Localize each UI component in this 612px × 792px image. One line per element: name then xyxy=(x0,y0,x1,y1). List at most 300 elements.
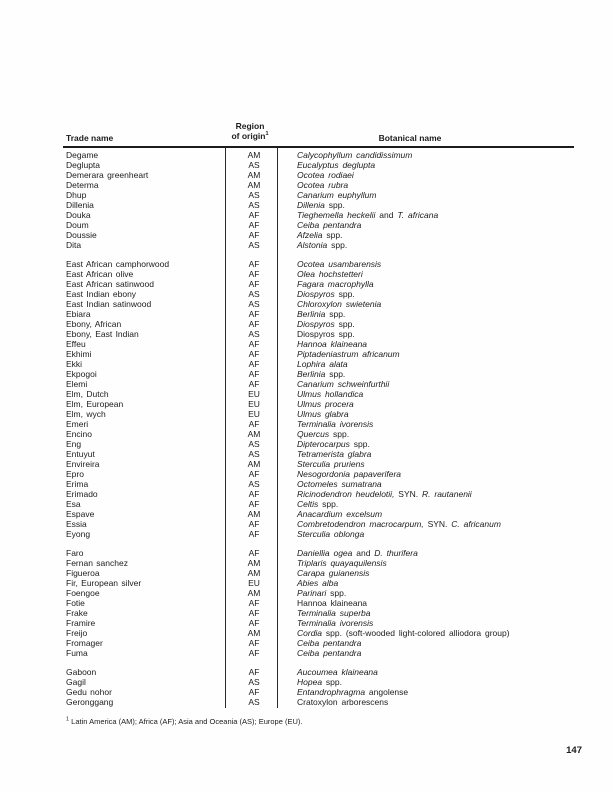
region-code-cell: AF xyxy=(248,638,260,648)
table-row xyxy=(63,170,574,180)
botanical-name-segment: spp. xyxy=(325,369,346,379)
botanical-name-segment: Olea hochstetteri xyxy=(297,269,363,279)
botanical-name-cell xyxy=(280,289,574,299)
botanical-name-segment: Alstonia xyxy=(297,240,328,250)
column-header-trade-name: Trade name xyxy=(66,133,114,143)
trade-name-cell: Eyong xyxy=(66,529,91,539)
botanical-name-segment: D. thurifera xyxy=(374,548,418,558)
botanical-name-segment: Piptadeniastrum africanum xyxy=(297,349,400,359)
botanical-name-segment: Entandrophragma xyxy=(297,687,366,697)
botanical-name-segment: Nesogordonia papaverifera xyxy=(297,469,402,479)
table-row xyxy=(63,469,574,479)
region-code-cell: EU xyxy=(248,389,260,399)
region-code-cell: AF xyxy=(248,379,260,389)
trade-name-cell: Eng xyxy=(66,439,82,449)
trade-name-cell: Elemi xyxy=(66,379,88,389)
trade-name-cell: Dhup xyxy=(66,190,87,200)
table-row xyxy=(63,677,574,687)
table-row xyxy=(63,529,574,539)
table-row xyxy=(63,697,574,707)
trade-name-cell: Doum xyxy=(66,220,89,230)
trade-name-cell: Deglupta xyxy=(66,160,101,170)
botanical-name-cell xyxy=(280,359,574,369)
column-header-botanical-name: Botanical name xyxy=(378,133,442,143)
table-row xyxy=(63,259,574,269)
trade-name-cell: Fuma xyxy=(66,648,88,658)
botanical-name-cell xyxy=(280,479,574,489)
region-code-cell: AM xyxy=(247,509,261,519)
botanical-name-segment: Eucalyptus deglupta xyxy=(297,160,376,170)
trade-name-cell: Geronggang xyxy=(66,697,114,707)
region-code-cell: AM xyxy=(247,628,261,638)
table-body xyxy=(63,150,574,707)
trade-name-cell: Fotie xyxy=(66,598,85,608)
region-code-cell: AF xyxy=(248,309,260,319)
botanical-name-cell xyxy=(280,349,574,359)
region-code-cell: AS xyxy=(248,479,260,489)
botanical-name-cell xyxy=(280,558,574,568)
table-row xyxy=(63,588,574,598)
region-code-cell: AF xyxy=(248,667,260,677)
region-code-cell: EU xyxy=(248,409,260,419)
table-row xyxy=(63,160,574,170)
table-row xyxy=(63,339,574,349)
botanical-name-segment: spp. xyxy=(322,677,342,687)
botanical-name-cell xyxy=(280,409,574,419)
botanical-name-cell xyxy=(280,379,574,389)
trade-name-cell: Gaboon xyxy=(66,667,97,677)
botanical-name-segment: Cratoxylon arborescens xyxy=(297,697,389,707)
table-row xyxy=(63,558,574,568)
footnote-reference-mark: 1 xyxy=(265,131,269,138)
table-row xyxy=(63,648,574,658)
botanical-name-cell xyxy=(280,499,574,509)
botanical-name-segment: Quercus xyxy=(297,429,330,439)
botanical-name-cell xyxy=(280,598,574,608)
region-code-cell: AS xyxy=(248,240,260,250)
table-row xyxy=(63,429,574,439)
botanical-name-segment: Berlinia xyxy=(297,309,326,319)
region-code-cell: AF xyxy=(248,259,260,269)
table-row xyxy=(63,419,574,429)
botanical-name-segment: Canarium schweinfurthii xyxy=(297,379,390,389)
botanical-name-segment: spp. xyxy=(318,499,339,509)
botanical-name-cell xyxy=(280,319,574,329)
botanical-name-cell xyxy=(280,200,574,210)
botanical-name-cell xyxy=(280,299,574,309)
botanical-name-segment: Diospyros spp. xyxy=(297,329,355,339)
botanical-name-cell xyxy=(280,389,574,399)
region-code-cell: AM xyxy=(247,459,261,469)
botanical-name-cell xyxy=(280,459,574,469)
trade-name-cell: Fernan sanchez xyxy=(66,558,128,568)
table-row xyxy=(63,279,574,289)
table-row xyxy=(63,687,574,697)
botanical-name-cell xyxy=(280,628,574,638)
table-row xyxy=(63,638,574,648)
botanical-name-cell xyxy=(280,210,574,220)
region-code-cell: AF xyxy=(248,499,260,509)
botanical-name-cell xyxy=(280,519,574,529)
trade-name-cell: Elm, Dutch xyxy=(66,389,109,399)
table-row xyxy=(63,479,574,489)
botanical-name-segment: spp. xyxy=(329,429,350,439)
botanical-name-segment: Ocotea rodiaei xyxy=(297,170,354,180)
botanical-name-segment: Tieghemella heckelii xyxy=(297,210,376,220)
region-code-cell: AS xyxy=(248,439,260,449)
botanical-name-segment: Ceiba pentandra xyxy=(297,220,362,230)
trade-name-cell: Epro xyxy=(66,469,84,479)
region-code-cell: AF xyxy=(248,339,260,349)
botanical-name-segment: Daniellia ogea xyxy=(297,548,353,558)
table-row xyxy=(63,230,574,240)
region-code-cell: AM xyxy=(247,429,261,439)
region-code-cell: AF xyxy=(248,608,260,618)
botanical-name-segment: Carapa guianensis xyxy=(297,568,370,578)
botanical-name-cell xyxy=(280,429,574,439)
group-spacer xyxy=(63,250,574,259)
table-row xyxy=(63,319,574,329)
botanical-name-cell xyxy=(280,230,574,240)
botanical-name-cell xyxy=(280,170,574,180)
region-code-cell: AF xyxy=(248,210,260,220)
botanical-name-segment: Hannoa klaineana xyxy=(297,339,368,349)
botanical-name-segment: Cordia xyxy=(297,628,323,638)
table-row xyxy=(63,289,574,299)
trade-name-cell: Espave xyxy=(66,509,95,519)
botanical-name-cell xyxy=(280,469,574,479)
trade-name-cell: Fromager xyxy=(66,638,103,648)
region-code-cell: AM xyxy=(247,180,261,190)
table-row xyxy=(63,369,574,379)
trade-name-cell: Ebony, African xyxy=(66,319,122,329)
botanical-name-cell xyxy=(280,449,574,459)
trade-name-cell: Douka xyxy=(66,210,91,220)
botanical-name-cell xyxy=(280,687,574,697)
trade-name-cell: Encino xyxy=(66,429,92,439)
trade-name-cell: Demerara greenheart xyxy=(66,170,149,180)
botanical-name-segment: Calycophyllum candidissimum xyxy=(297,150,413,160)
botanical-name-segment: spp. xyxy=(324,200,345,210)
botanical-name-segment: Dipterocarpus xyxy=(297,439,350,449)
botanical-name-segment: Ceiba pentandra xyxy=(297,648,362,658)
botanical-name-cell xyxy=(280,608,574,618)
region-code-cell: AM xyxy=(247,588,261,598)
botanical-name-segment: and xyxy=(352,548,375,558)
trade-name-cell: Ebony, East Indian xyxy=(66,329,139,339)
page-number: 147 xyxy=(566,745,582,756)
trade-name-cell: Fir, European silver xyxy=(66,578,142,588)
botanical-name-cell xyxy=(280,667,574,677)
table-row xyxy=(63,349,574,359)
table-row xyxy=(63,608,574,618)
trade-name-cell: Elm, wych xyxy=(66,409,106,419)
botanical-name-segment: Parinari xyxy=(297,588,327,598)
botanical-name-segment: Ulmus hollandica xyxy=(297,389,364,399)
botanical-name-cell xyxy=(280,489,574,499)
botanical-name-segment: spp. (soft-wooded light-colored alliodora group) xyxy=(322,628,510,638)
trade-name-cell: Faro xyxy=(66,548,84,558)
region-code-cell: AS xyxy=(248,449,260,459)
region-code-cell: AS xyxy=(248,329,260,339)
botanical-name-segment: Abies alba xyxy=(297,578,339,588)
trade-name-cell: Gedu nohor xyxy=(66,687,112,697)
region-code-cell: AS xyxy=(248,677,260,687)
botanical-name-cell xyxy=(280,259,574,269)
botanical-name-segment: Ocotea rubra xyxy=(297,180,349,190)
botanical-name-cell xyxy=(280,180,574,190)
region-code-cell: AM xyxy=(247,150,261,160)
botanical-name-segment: Combretodendron macrocarpum, xyxy=(297,519,424,529)
botanical-name-segment: C. africanum xyxy=(451,519,501,529)
botanical-name-segment: Ceiba pentandra xyxy=(297,638,362,648)
botanical-name-cell xyxy=(280,150,574,160)
region-code-cell: AS xyxy=(248,190,260,200)
trade-name-cell: East African olive xyxy=(66,269,134,279)
botanical-name-cell xyxy=(280,439,574,449)
botanical-name-cell xyxy=(280,419,574,429)
botanical-name-segment: spp. xyxy=(349,439,370,449)
botanical-name-cell xyxy=(280,509,574,519)
trade-name-cell: East Indian ebony xyxy=(66,289,137,299)
trade-name-cell: Foengoe xyxy=(66,588,100,598)
botanical-name-cell xyxy=(280,369,574,379)
botanical-name-segment: Ulmus glabra xyxy=(297,409,349,419)
trade-name-cell: Frake xyxy=(66,608,88,618)
group-spacer xyxy=(63,658,574,667)
table-row xyxy=(63,519,574,529)
table-row xyxy=(63,359,574,369)
trade-name-cell: Determa xyxy=(66,180,99,190)
column-header-region-of-origin xyxy=(205,121,295,141)
botanical-name-segment: Berlinia xyxy=(297,369,326,379)
table-row xyxy=(63,379,574,389)
table-row xyxy=(63,618,574,628)
botanical-name-segment: and xyxy=(375,210,398,220)
botanical-name-segment: Tetramerista glabra xyxy=(297,449,372,459)
region-header-line2: of origin$^1$ xyxy=(231,131,269,141)
trade-name-cell: East Indian satinwood xyxy=(66,299,152,309)
table-row xyxy=(63,509,574,519)
table-row xyxy=(63,409,574,419)
botanical-name-segment: T. africana xyxy=(397,210,439,220)
botanical-name-cell xyxy=(280,220,574,230)
region-code-cell: AF xyxy=(248,548,260,558)
botanical-name-segment: spp. xyxy=(327,240,348,250)
trade-name-cell: Ebiara xyxy=(66,309,91,319)
botanical-name-segment: Ulmus procera xyxy=(297,399,354,409)
trade-name-cell: Entuyut xyxy=(66,449,95,459)
header-horizontal-rule xyxy=(63,146,574,148)
trade-name-cell: Erima xyxy=(66,479,89,489)
region-code-cell: AM xyxy=(247,568,261,578)
botanical-name-cell xyxy=(280,240,574,250)
table-row xyxy=(63,499,574,509)
botanical-name-segment: Fagara macrophylla xyxy=(297,279,374,289)
botanical-name-segment: SYN. xyxy=(423,519,452,529)
region-code-cell: AF xyxy=(248,349,260,359)
botanical-name-cell xyxy=(280,160,574,170)
region-code-cell: AF xyxy=(248,419,260,429)
region-code-cell: AF xyxy=(248,529,260,539)
botanical-name-cell xyxy=(280,190,574,200)
trade-name-cell: Ekpogoi xyxy=(66,369,97,379)
table-row xyxy=(63,240,574,250)
botanical-name-cell xyxy=(280,648,574,658)
botanical-name-cell xyxy=(280,329,574,339)
region-code-cell: AF xyxy=(248,279,260,289)
region-code-cell: AF xyxy=(248,230,260,240)
region-code-cell: AS xyxy=(248,160,260,170)
trade-name-cell: Ekki xyxy=(66,359,83,369)
region-code-cell: AF xyxy=(248,489,260,499)
botanical-name-segment: Celtis xyxy=(297,499,319,509)
table-row xyxy=(63,628,574,638)
trade-name-cell: Dillenia xyxy=(66,200,94,210)
botanical-name-cell xyxy=(280,309,574,319)
region-header-line1: Region xyxy=(235,121,265,131)
table-row xyxy=(63,489,574,499)
region-code-cell: AF xyxy=(248,648,260,658)
botanical-name-segment: SYN. xyxy=(394,489,422,499)
trade-name-cell: Figueroa xyxy=(66,568,100,578)
region-code-cell: AS xyxy=(248,289,260,299)
table-row xyxy=(63,150,574,160)
botanical-name-cell xyxy=(280,339,574,349)
botanical-name-segment: R. rautanenii xyxy=(422,489,472,499)
table-row xyxy=(63,389,574,399)
trade-name-cell: Elm, European xyxy=(66,399,124,409)
table-row xyxy=(63,210,574,220)
trade-name-cell: East African camphorwood xyxy=(66,259,170,269)
group-spacer xyxy=(63,539,574,548)
region-code-cell: AF xyxy=(248,369,260,379)
trade-name-cell: Doussie xyxy=(66,230,97,240)
botanical-name-cell xyxy=(280,269,574,279)
table-row xyxy=(63,200,574,210)
table-row xyxy=(63,190,574,200)
trade-name-cell: Esa xyxy=(66,499,81,509)
table-row xyxy=(63,269,574,279)
table-row xyxy=(63,667,574,677)
footnote-text: Latin America (AM); Africa (AF); Asia and Oceania (AS); Europe (EU). xyxy=(69,717,303,726)
region-code-cell: AS xyxy=(248,200,260,210)
botanical-name-segment: Sterculia pruriens xyxy=(297,459,365,469)
table-row xyxy=(63,449,574,459)
trade-name-cell: Gagil xyxy=(66,677,86,687)
table-row xyxy=(63,299,574,309)
botanical-name-segment: Aucoumea klaineana xyxy=(297,667,378,677)
botanical-name-segment: spp. xyxy=(322,230,343,240)
trade-name-cell: Ekhimi xyxy=(66,349,92,359)
botanical-name-segment: Afzelia xyxy=(297,230,323,240)
botanical-name-cell xyxy=(280,588,574,598)
botanical-name-segment: Hannoa klaineana xyxy=(297,598,368,608)
botanical-name-cell xyxy=(280,618,574,628)
region-code-cell: EU xyxy=(248,399,260,409)
botanical-name-segment: Ocotea usambarensis xyxy=(297,259,382,269)
footnote-marker: 1 xyxy=(66,716,70,723)
botanical-name-cell xyxy=(280,279,574,289)
botanical-name-segment: spp. xyxy=(334,289,355,299)
region-code-cell: AF xyxy=(248,269,260,279)
botanical-name-segment: spp. xyxy=(325,309,346,319)
botanical-name-segment: Hopea xyxy=(297,677,323,687)
region-code-cell: AF xyxy=(248,359,260,369)
botanical-name-cell xyxy=(280,677,574,687)
botanical-name-segment: spp. xyxy=(334,319,355,329)
table-row xyxy=(63,309,574,319)
region-code-cell: AS xyxy=(248,697,260,707)
botanical-name-cell xyxy=(280,638,574,648)
botanical-name-cell xyxy=(280,529,574,539)
trade-name-cell: Freijo xyxy=(66,628,88,638)
trade-name-cell: Erimado xyxy=(66,489,98,499)
botanical-name-segment: spp. xyxy=(326,588,347,598)
trade-name-cell: Envireira xyxy=(66,459,100,469)
trade-name-cell: Degame xyxy=(66,150,99,160)
table-row xyxy=(63,598,574,608)
trade-name-cell: East African satinwood xyxy=(66,279,154,289)
botanical-name-cell xyxy=(280,578,574,588)
table-row xyxy=(63,329,574,339)
trade-name-cell: Essia xyxy=(66,519,87,529)
region-code-cell: EU xyxy=(248,578,260,588)
botanical-name-segment: Diospyros xyxy=(297,289,335,299)
region-code-cell: AS xyxy=(248,299,260,309)
region-code-cell: AF xyxy=(248,519,260,529)
botanical-name-segment: Triplaris quayaquilensis xyxy=(297,558,387,568)
region-code-cell: AF xyxy=(248,469,260,479)
table-row xyxy=(63,548,574,558)
table-row xyxy=(63,399,574,409)
botanical-name-cell xyxy=(280,697,574,707)
region-code-cell: AF xyxy=(248,687,260,697)
botanical-name-segment: Chloroxylon swietenia xyxy=(297,299,382,309)
trade-name-cell: Effeu xyxy=(66,339,86,349)
botanical-name-cell xyxy=(280,399,574,409)
region-code-cell: AF xyxy=(248,598,260,608)
trade-name-cell: Dita xyxy=(66,240,82,250)
table-row xyxy=(63,578,574,588)
botanical-name-cell xyxy=(280,548,574,558)
region-code-cell: AM xyxy=(247,558,261,568)
region-code-cell: AF xyxy=(248,220,260,230)
trade-name-cell: Framire xyxy=(66,618,96,628)
region-code-cell: AM xyxy=(247,170,261,180)
botanical-name-segment: Dillenia xyxy=(297,200,325,210)
botanical-name-segment: Octomeles sumatrana xyxy=(297,479,382,489)
botanical-name-segment: Anacardium excelsum xyxy=(297,509,383,519)
table-row xyxy=(63,220,574,230)
botanical-name-segment: Diospyros xyxy=(297,319,335,329)
botanical-name-segment: Ricinodendron heudelotii, xyxy=(297,489,395,499)
region-code-cell: AF xyxy=(248,319,260,329)
botanical-name-cell xyxy=(280,568,574,578)
botanical-name-segment: angolense xyxy=(365,687,409,697)
trade-name-cell: Emeri xyxy=(66,419,89,429)
table-row xyxy=(63,180,574,190)
botanical-name-segment: Terminalia ivorensis xyxy=(297,419,374,429)
botanical-name-segment: Terminalia ivorensis xyxy=(297,618,374,628)
table-row xyxy=(63,459,574,469)
botanical-name-segment: Sterculia oblonga xyxy=(297,529,365,539)
botanical-name-segment: Canarium euphyllum xyxy=(297,190,377,200)
botanical-name-segment: Terminalia superba xyxy=(297,608,371,618)
table-row xyxy=(63,439,574,449)
botanical-name-segment: Lophira alata xyxy=(297,359,348,369)
table-row xyxy=(63,568,574,578)
